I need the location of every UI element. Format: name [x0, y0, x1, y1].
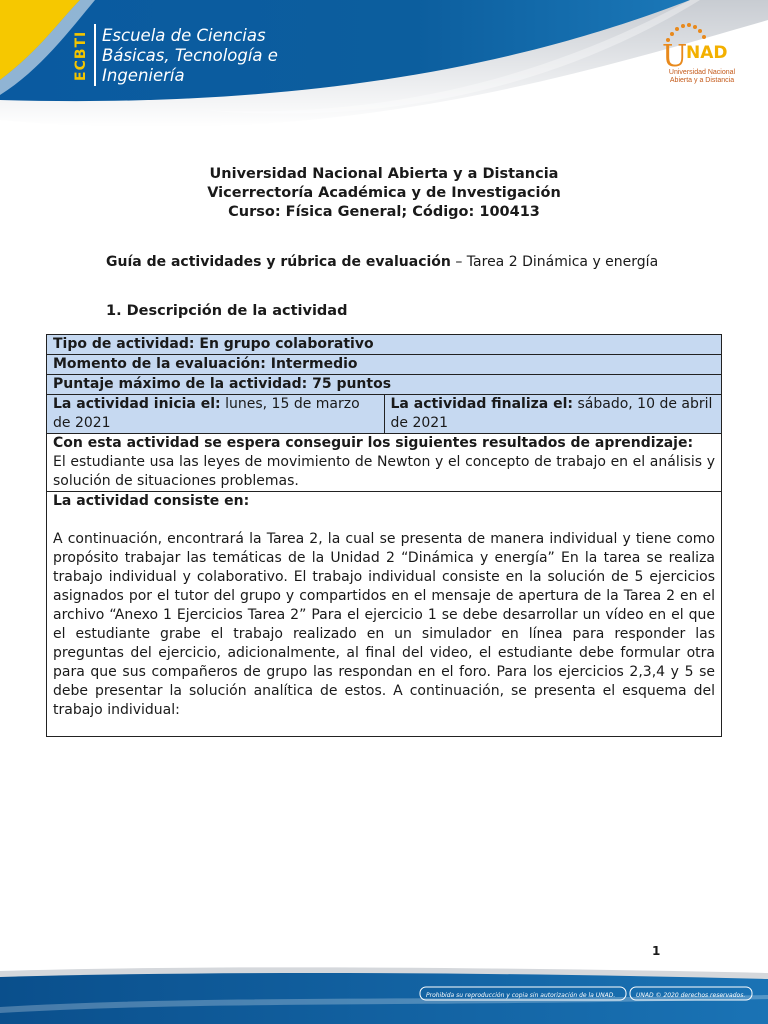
- activity-type: Tipo de actividad: En grupo colaborativo: [47, 335, 722, 355]
- end-date-label: La actividad finaliza el:: [390, 396, 574, 412]
- school-title-line: Básicas, Tecnología e: [102, 46, 278, 65]
- learning-outcomes-heading: Con esta actividad se espera conseguir los siguientes resultados de aprendizaje:: [53, 435, 694, 451]
- school-title: [102, 26, 278, 86]
- evaluation-moment: Momento de la evaluación: Intermedio: [47, 355, 722, 375]
- logo-letter-u: U: [662, 39, 688, 74]
- start-date-label: La actividad inicia el:: [53, 396, 221, 412]
- copyright-rights: UNAD © 2020 derechos reservados.: [636, 992, 746, 999]
- section-heading: 1. Descripción de la actividad: [106, 303, 348, 319]
- guide-title-bold: Guía de actividades y rúbrica de evaluación: [106, 254, 451, 270]
- school-title-line: Ingeniería: [102, 66, 185, 85]
- vicerrectoria: Vicerrectoría Académica y de Investigación: [207, 185, 561, 201]
- school-title-line: Escuela de Ciencias: [102, 26, 266, 45]
- divider: [94, 24, 96, 86]
- course-line: Curso: Física General; Código: 100413: [228, 204, 540, 220]
- start-date-value: lunes, 15 de marzo de 2021: [53, 396, 360, 431]
- start-date-cell: [47, 395, 385, 434]
- institution-name: Universidad Nacional Abierta y a Distancia: [209, 166, 559, 182]
- guide-title: [106, 252, 666, 272]
- end-date-cell: [384, 395, 722, 434]
- logo-subtitle-line: Universidad Nacional: [668, 69, 736, 76]
- guide-title-rest: – Tarea 2 Dinámica y energía: [450, 254, 659, 270]
- logo-subtitle: [657, 69, 747, 85]
- ecbti-vertical-label: ECBTI: [73, 30, 89, 82]
- activity-table: [46, 334, 722, 737]
- activity-description-heading: La actividad consiste en:: [53, 493, 250, 509]
- logo-subtitle-line: Abierta y a Distancia: [669, 77, 735, 84]
- page-number: 1: [652, 944, 661, 958]
- learning-outcomes-text: El estudiante usa las leyes de movimiento de Newton y el concepto de trabajo en el análisis y solución de situaciones problemas.: [53, 454, 715, 489]
- activity-description-text: A continuación, encontrará la Tarea 2, la cual se presenta de manera individual y tiene como propósito trabajar las temáticas de la Unidad 2 “Dinámica y energía” En la tarea se realiza trabajo individual y colaborativo. El trabajo individual consiste en la solución de 5 ejercicios asignados por el tutor del grupo y compartidos en el mensaje de apertura de la Tarea 2 en el archivo “Anexo 1 Ejercicios Tarea 2” Para el ejercicio 1 se debe desarrollar un vídeo en el que el estudiante grabe el trabajo realizado en un simulador en línea para responder las preguntas del ejercicio, adicionalmente, al final del video, el estudiante debe formular otra para que sus compañeros de grupo las respondan en el foro. Para los ejercicios 2,3,4 y 5 se debe presentar la solución analítica de estos. A continuación, se presenta el esquema del trabajo individual:: [53, 531, 715, 718]
- copyright-notice: Prohibida su reproducción y copia sin autorización de la UNAD.: [426, 992, 616, 999]
- logo-letters-nad: NAD: [686, 43, 728, 63]
- learning-outcomes-cell: [47, 434, 722, 492]
- end-date-value: sábado, 10 de abril de 2021: [390, 396, 713, 431]
- institution-header: [0, 165, 768, 222]
- activity-description-cell: [47, 492, 722, 737]
- max-score: Puntaje máximo de la actividad: 75 puntos: [47, 375, 722, 395]
